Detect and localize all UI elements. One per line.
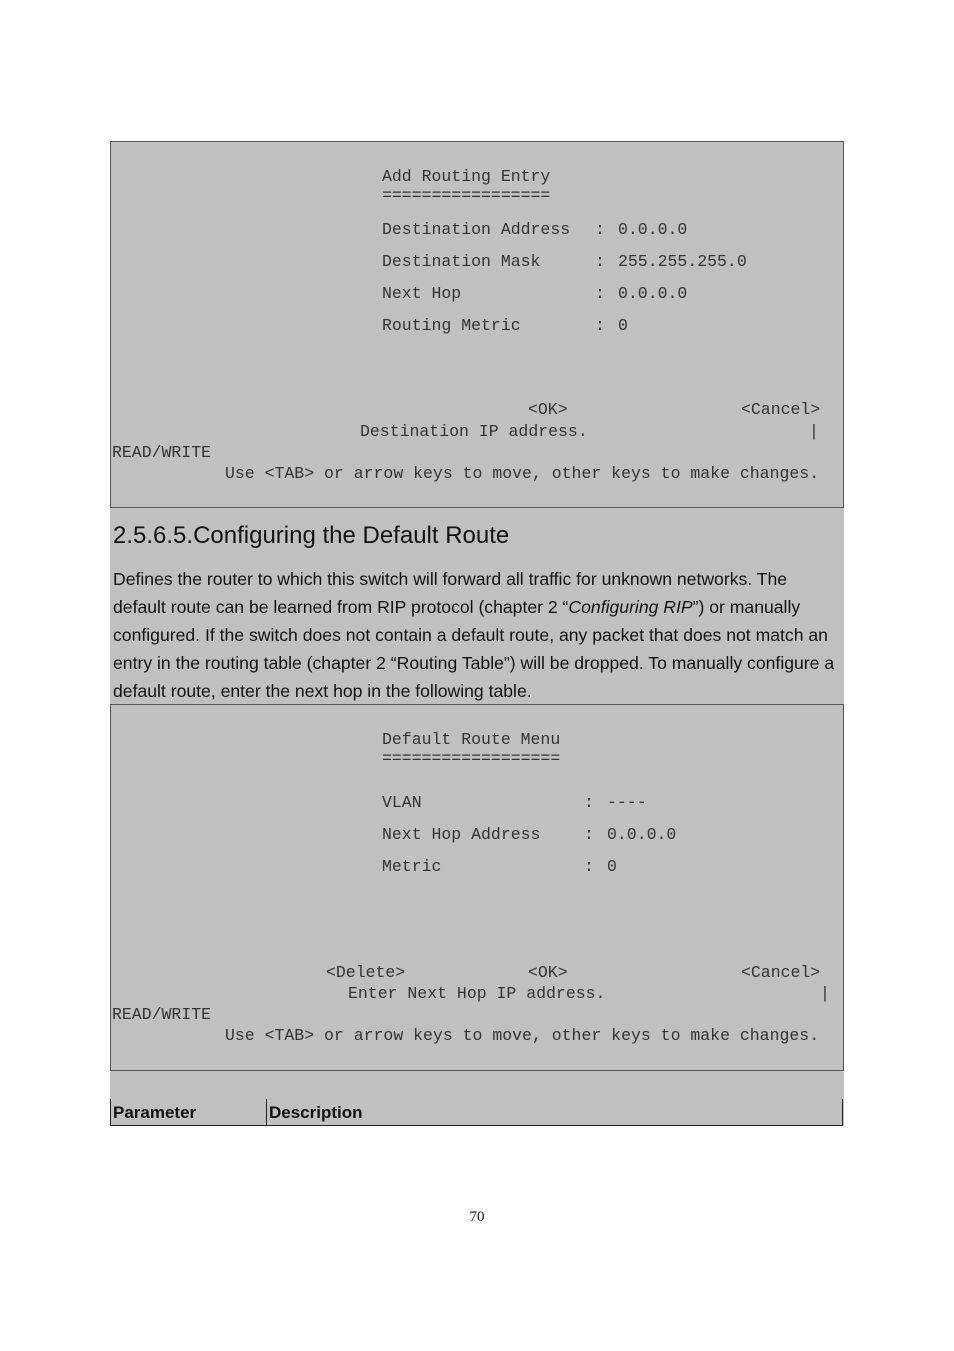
routing-metric-field[interactable]: 0 [618,316,628,335]
section-heading: 2.5.6.5.Configuring the Default Route [113,522,510,549]
section-paragraph [113,565,843,705]
cancel-button[interactable]: <Cancel> [741,963,821,982]
metric-label: Metric [382,857,551,876]
add-routing-entry-screen [110,141,844,508]
next-hop-field[interactable]: 0.0.0.0 [618,284,688,303]
parameter-column-header: Parameter [113,1103,197,1122]
destination-address-label: Destination Address [382,220,571,239]
ok-button[interactable]: <OK> [528,400,568,419]
field-separator: : [595,284,615,303]
field-separator: : [584,825,604,844]
paragraph-reference: Configuring RIP [568,597,693,617]
page-number: 70 [469,1209,485,1225]
cancel-button[interactable]: <Cancel> [741,400,821,419]
next-hop-address-label: Next Hop Address [382,825,551,844]
next-hop-address-field[interactable]: 0.0.0.0 [607,825,677,844]
help-text: Use <TAB> or arrow keys to move, other keys to make changes. [225,1026,820,1045]
field-separator: : [584,793,604,812]
status-text: Destination IP address. [360,422,588,441]
destination-address-field[interactable]: 0.0.0.0 [618,220,688,239]
delete-button[interactable]: <Delete> [326,963,406,982]
field-separator: : [595,220,615,239]
access-mode: READ/WRITE [112,443,212,462]
title-underline: ================= [382,186,551,205]
metric-field[interactable]: 0 [607,857,617,876]
destination-mask-label: Destination Mask [382,252,571,271]
paragraph-text-1: Defines the router to which this switch will forward all traffic for unknown networks. The default route can be learned from RIP protocol (chapter 2 “ [113,569,788,617]
routing-metric-label: Routing Metric [382,316,571,335]
ok-button[interactable]: <OK> [528,963,568,982]
cursor-indicator: | [820,984,830,1003]
paragraph-text-2: ”) or manually configured. If the switch does not contain a default route, any packet that does not match an entry in the routing table (chapter 2 “Routing Table”) will be dropped. To manually configure a default route, enter the next hop in the following table. [113,597,835,701]
title-underline: ================== [382,749,561,768]
help-text: Use <TAB> or arrow keys to move, other keys to make changes. [225,464,820,483]
description-column-header: Description [269,1103,363,1122]
destination-mask-field[interactable]: 255.255.255.0 [618,252,747,271]
next-hop-label: Next Hop [382,284,571,303]
status-text: Enter Next Hop IP address. [348,984,606,1003]
column-divider [266,1099,267,1125]
field-separator: : [595,316,615,335]
cursor-indicator: | [809,422,819,441]
default-route-menu-screen [110,704,844,1071]
access-mode: READ/WRITE [112,1005,212,1024]
field-separator: : [584,857,604,876]
screen-title: Default Route Menu [382,730,561,749]
parameter-table-header [110,1099,843,1126]
vlan-field[interactable]: ---- [607,793,647,812]
vlan-label: VLAN [382,793,551,812]
screen-title: Add Routing Entry [382,167,551,186]
field-separator: : [595,252,615,271]
